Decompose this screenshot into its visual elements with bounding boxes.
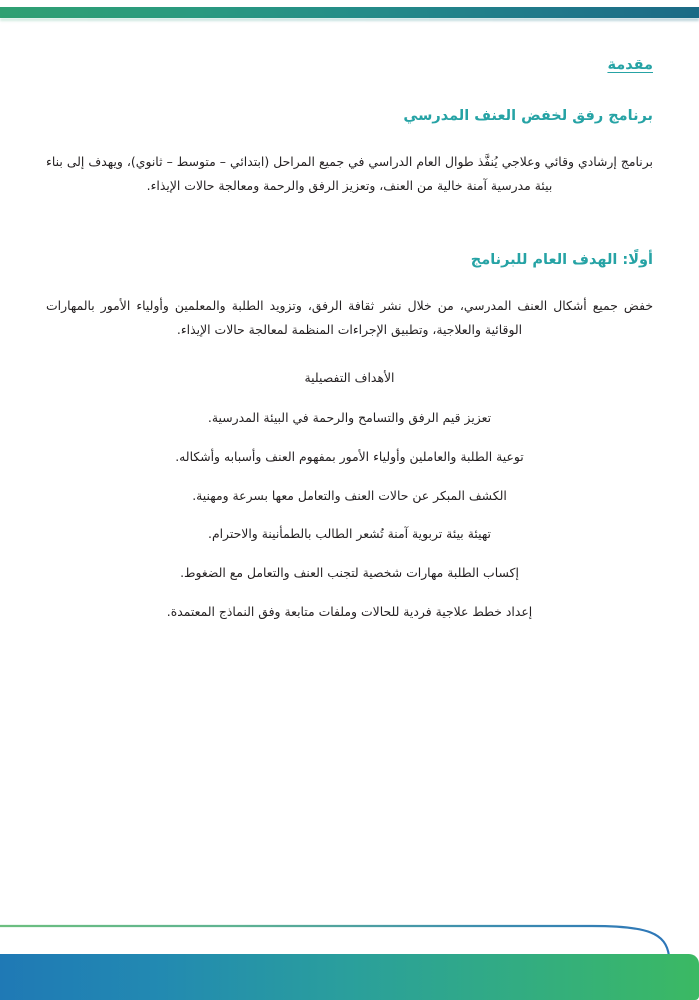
general-goal-paragraph: خفض جميع أشكال العنف المدرسي، من خلال نشر ثقافة الرفق، وتزويد الطلبة والمعلمين وأولياء الأمور بالمهارات الوقائية والعلاجية، وتطبيق الإجراءات المنظمة لمعالجة حالات الإيذاء. [46,297,653,337]
top-accent-bar [0,7,699,18]
list-item: توعية الطلبة والعاملين وأولياء الأمور بمفهوم العنف وأسبابه وأشكاله. [175,448,524,464]
introduction-paragraph: برنامج إرشادي وقائي وعلاجي يُنفَّذ طوال العام الدراسي في جميع المراحل (ابتدائي – متوسط – ثانوي)، ويهدف إلى بناء بيئة مدرسية آمنة خالية من العنف، وتعزيز الرفق والرحمة ومعالجة حالات الإيذاء. [46,153,653,193]
list-item: تهيئة بيئة تربوية آمنة تُشعر الطالب بالطمأنينة والاحترام. [208,526,491,542]
list-item: إكساب الطلبة مهارات شخصية لتجنب العنف والتعامل مع الضغوط. [180,565,519,581]
footer-curve-line [0,920,699,956]
detailed-goals-list [46,408,653,622]
list-item: إعداد خطط علاجية فردية للحالات وملفات متابعة وفق النماذج المعتمدة. [166,604,533,620]
top-accent-bar-shadow [0,18,699,21]
section-spacer [46,198,653,250]
document-content [46,55,653,622]
footer-accent-bar [0,954,699,1000]
footer-decoration [0,890,699,1000]
detailed-goals-title: الأهداف التفصيلية [304,370,395,385]
general-goal-heading: أولًا: الهدف العام للبرنامج [470,251,653,268]
program-title: برنامج رفق لخفض العنف المدرسي [403,107,653,124]
page-title-introduction: مقدمة [607,57,653,73]
list-item: تعزيز قيم الرفق والتسامح والرحمة في البيئة المدرسية. [207,409,492,425]
list-item: الكشف المبكر عن حالات العنف والتعامل معها بسرعة ومهنية. [192,487,507,503]
